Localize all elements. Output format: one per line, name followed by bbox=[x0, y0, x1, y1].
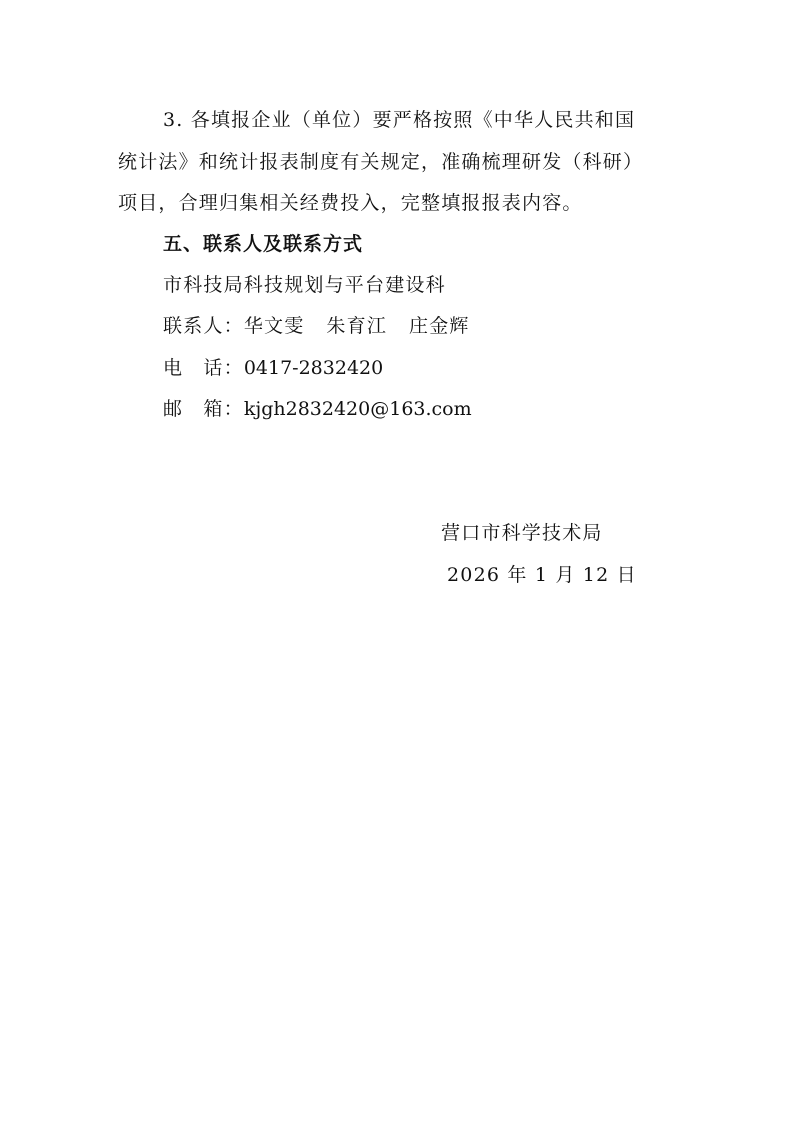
contact-persons-row bbox=[163, 314, 470, 338]
contact-person-1: 华文雯 bbox=[243, 315, 305, 337]
contact-person-2: 朱育江 bbox=[326, 315, 388, 337]
contact-department: 市科技局科技规划与平台建设科 bbox=[163, 274, 446, 296]
contact-email-row bbox=[163, 397, 472, 421]
contact-person-3: 庄金辉 bbox=[409, 315, 470, 337]
contact-persons-label: 联系人： bbox=[163, 315, 244, 337]
signature-date: 2026 年 1 月 12 日 bbox=[447, 564, 637, 586]
signature-organization: 营口市科学技术局 bbox=[441, 522, 603, 544]
contact-phone-row bbox=[163, 356, 383, 380]
paragraph-3-line-1: 3. 各填报企业（单位）要严格按照《中华人民共和国 bbox=[163, 109, 636, 131]
contact-phone-number: 0417-2832420 bbox=[243, 357, 384, 379]
section-heading-contact: 五、联系人及联系方式 bbox=[163, 233, 364, 255]
contact-phone-label: 电 话： bbox=[163, 357, 244, 379]
contact-email-label: 邮 箱： bbox=[163, 398, 244, 420]
paragraph-3-line-2: 统计法》和统计报表制度有关规定，准确梳理研发（科研） bbox=[118, 151, 644, 173]
paragraph-3-line-3: 项目，合理归集相关经费投入，完整填报报表内容。 bbox=[118, 192, 583, 214]
contact-email-address: kjgh2832420@163.com bbox=[243, 398, 472, 420]
